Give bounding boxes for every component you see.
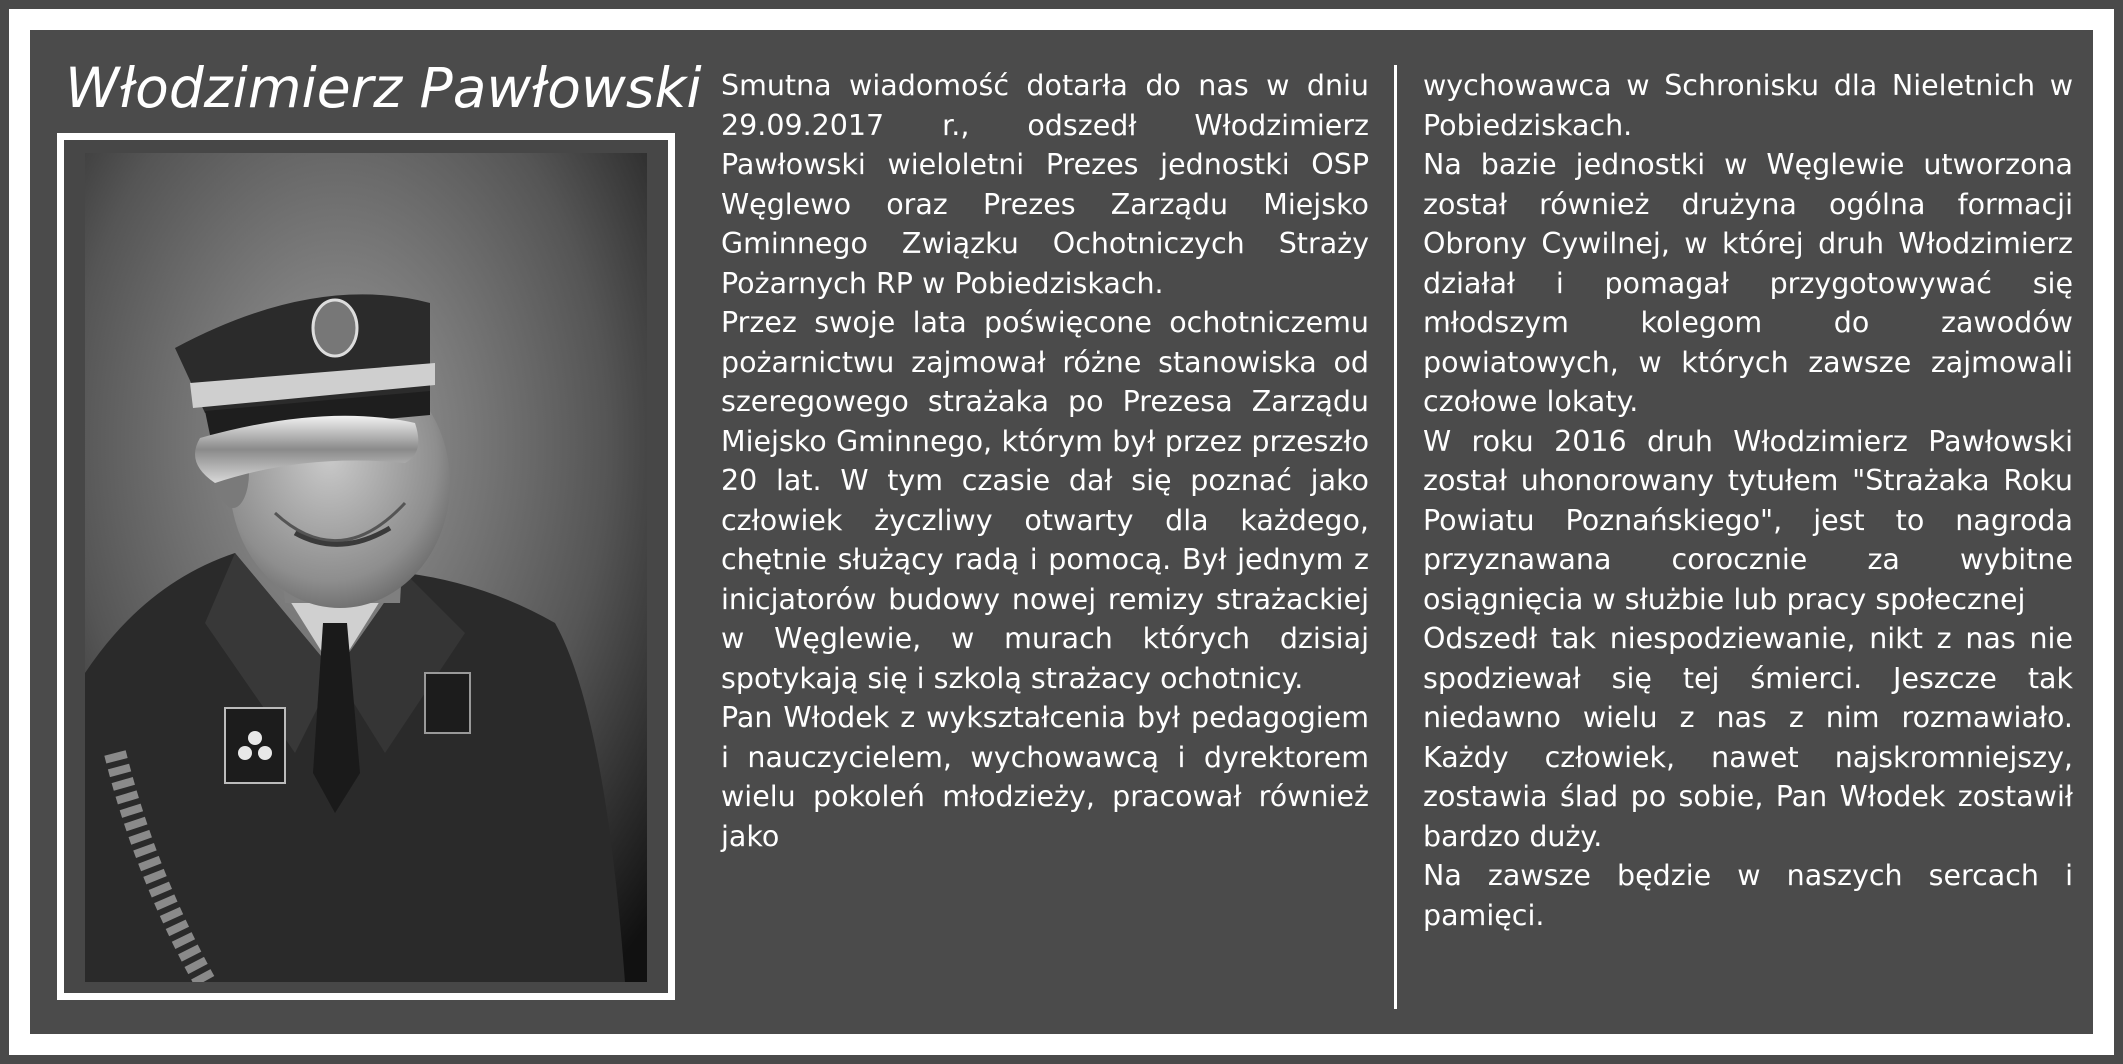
paragraph: Przez swoje lata poświęcone ochotniczemu pożarnictwu zajmował różne stanowiska od szeregowego strażaka po Prezesa Zarządu Miejsko Gminnego, którym był przez przeszło 20 lat. W tym czasie dał się poznać jako człowiek życzliwy otwarty dla każdego, chętnie służący radą i pomocą. Był jednym z inicjatorów budowy nowej remizy strażackiej w Węglewie, w murach których dzisiaj spotykają się i szkolą strażacy ochotnicy. — [721, 306, 1369, 695]
obituary-text-right — [1423, 66, 2073, 935]
person-name: Włodzimierz Pawłowski — [65, 56, 702, 120]
portrait-photo — [85, 153, 647, 982]
paragraph: W roku 2016 druh Włodzimierz Pawłowski został uhonorowany tytułem "Strażaka Roku Powiatu Poznańskiego", jest to nagroda przyznawana corocznie za wybitne osiągnięcia w służbie lub pracy społecznej — [1423, 424, 2073, 616]
paragraph: Na bazie jednostki w Węglewie utworzona został również drużyna ogólna formacji Obrony Cywilnej, w której druh Włodzimierz działał i pomagał przygotowywać się młodszym kolegom do zawodów powiatowych, w których zawsze zajmowali czołowe lokaty. — [1423, 148, 2073, 418]
paragraph: wychowawca w Schronisku dla Nieletnich w Pobiedziskach. — [1423, 69, 2073, 142]
paragraph: Odszedł tak niespodziewanie, nikt z nas nie spodziewał się tej śmierci. Jeszcze tak niedawno wielu z nas z nim rozmawiało. Każdy człowiek, nawet najskromniejszy, zostawia ślad po sobie, Pan Włodek zostawił bardzo duży. — [1423, 622, 2073, 853]
paragraph: Na zawsze będzie w naszych sercach i pamięci. — [1423, 859, 2073, 932]
obituary-text-left — [721, 66, 1369, 856]
portrait-illustration — [85, 153, 647, 982]
paragraph: Pan Włodek z wykształcenia był pedagogiem i nauczycielem, wychowawcą i dyrektorem wielu pokoleń młodzieży, pracował również jako — [721, 701, 1369, 853]
paragraph: Smutna wiadomość dotarła do nas w dniu 29.09.2017 r., odszedł Włodzimierz Pawłowski wieloletni Prezes jednostki OSP Węglewo oraz Prezes Zarządu Miejsko Gminnego Związku Ochotniczych Straży Pożarnych RP w Pobiedziskach. — [721, 69, 1369, 300]
column-divider — [1394, 65, 1397, 1009]
